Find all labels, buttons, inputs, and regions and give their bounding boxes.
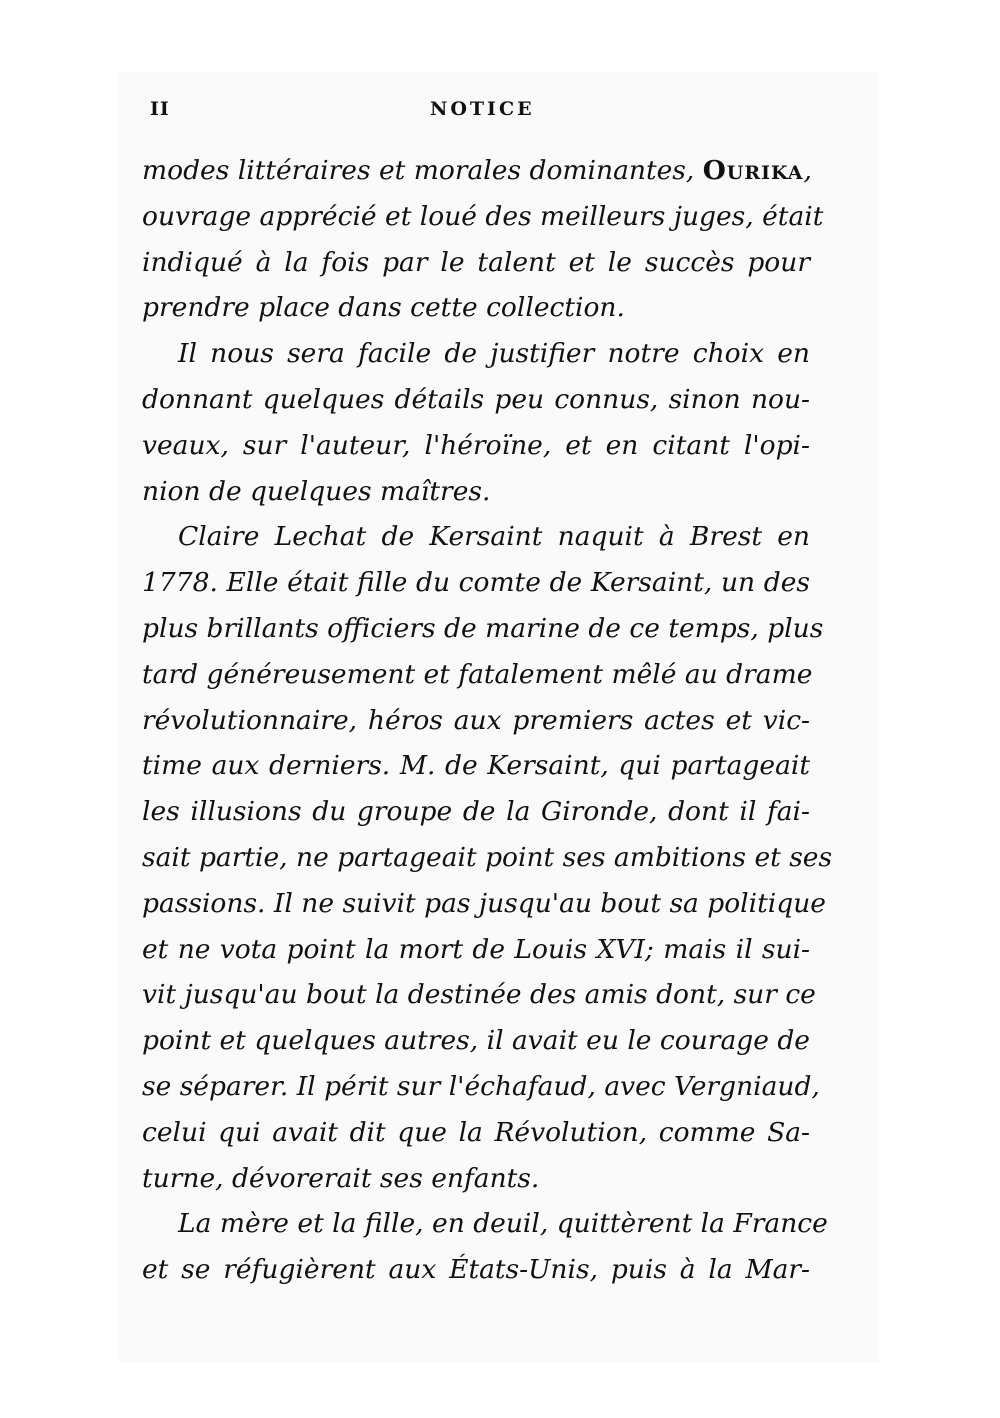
text-line: 1778. Elle était fille du comte de Kersaint, un des <box>142 567 810 599</box>
title-ourika: Ourika <box>702 155 804 186</box>
paragraph-2 <box>142 331 810 514</box>
text-line: plus brillants officiers de marine de ce temps, plus <box>142 612 824 644</box>
text-line: La mère et la fille, en deuil, quittèrent la France <box>178 1208 828 1240</box>
text-line: indiqué à la fois par le talent et le succès pour <box>142 246 810 278</box>
text-line: time aux derniers. M. de Kersaint, qui partageait <box>142 750 810 782</box>
paragraph-4 <box>142 1201 828 1293</box>
text-line: les illusions du groupe de la Gironde, dont il fai- <box>142 796 810 828</box>
text-line: donnant quelques détails peu connus, sinon nou- <box>142 383 810 415</box>
text-line: sait partie, ne partageait point ses ambitions et ses <box>142 841 833 873</box>
text-line: et se réfugièrent aux États-Unis, puis à la Mar- <box>142 1254 810 1286</box>
text-line: celui qui avait dit que la Révolution, comme Sa- <box>142 1116 810 1148</box>
running-header <box>150 98 810 128</box>
text-line-part: modes littéraires et morales dominantes, <box>142 155 703 186</box>
text-line: prendre place dans cette collection. <box>142 292 625 324</box>
text-line: turne, dévorerait ses enfants. <box>142 1162 540 1194</box>
text-line: Claire Lechat de Kersaint naquit à Brest en <box>178 521 810 553</box>
text-line: tard généreusement et fatalement mêlé au drame <box>142 658 813 690</box>
paragraph-1 <box>142 148 824 331</box>
text-line: nion de quelques maîtres. <box>142 475 491 507</box>
body-text <box>142 148 833 1293</box>
text-line-part: , <box>803 155 812 186</box>
text-line <box>142 148 810 194</box>
text-line: et ne vota point la mort de Louis XVI; mais il sui- <box>142 933 810 965</box>
text-line: ouvrage apprécié et loué des meilleurs juges, était <box>142 200 824 232</box>
running-title: NOTICE <box>430 98 535 120</box>
text-line: Il nous sera facile de justifier notre choix en <box>178 338 810 370</box>
text-line: veaux, sur l'auteur, l'héroïne, et en citant l'opi- <box>142 429 810 461</box>
text-line: passions. Il ne suivit pas jusqu'au bout sa politique <box>142 887 826 919</box>
text-line: point et quelques autres, il avait eu le courage de <box>142 1025 810 1057</box>
page-number: II <box>150 98 170 120</box>
text-line: vit jusqu'au bout la destinée des amis dont, sur ce <box>142 979 816 1011</box>
paragraph-3 <box>142 514 833 1201</box>
text-line: révolutionnaire, héros aux premiers actes et vic- <box>142 704 810 736</box>
text-line: se séparer. Il périt sur l'échafaud, avec Vergniaud, <box>142 1070 820 1102</box>
